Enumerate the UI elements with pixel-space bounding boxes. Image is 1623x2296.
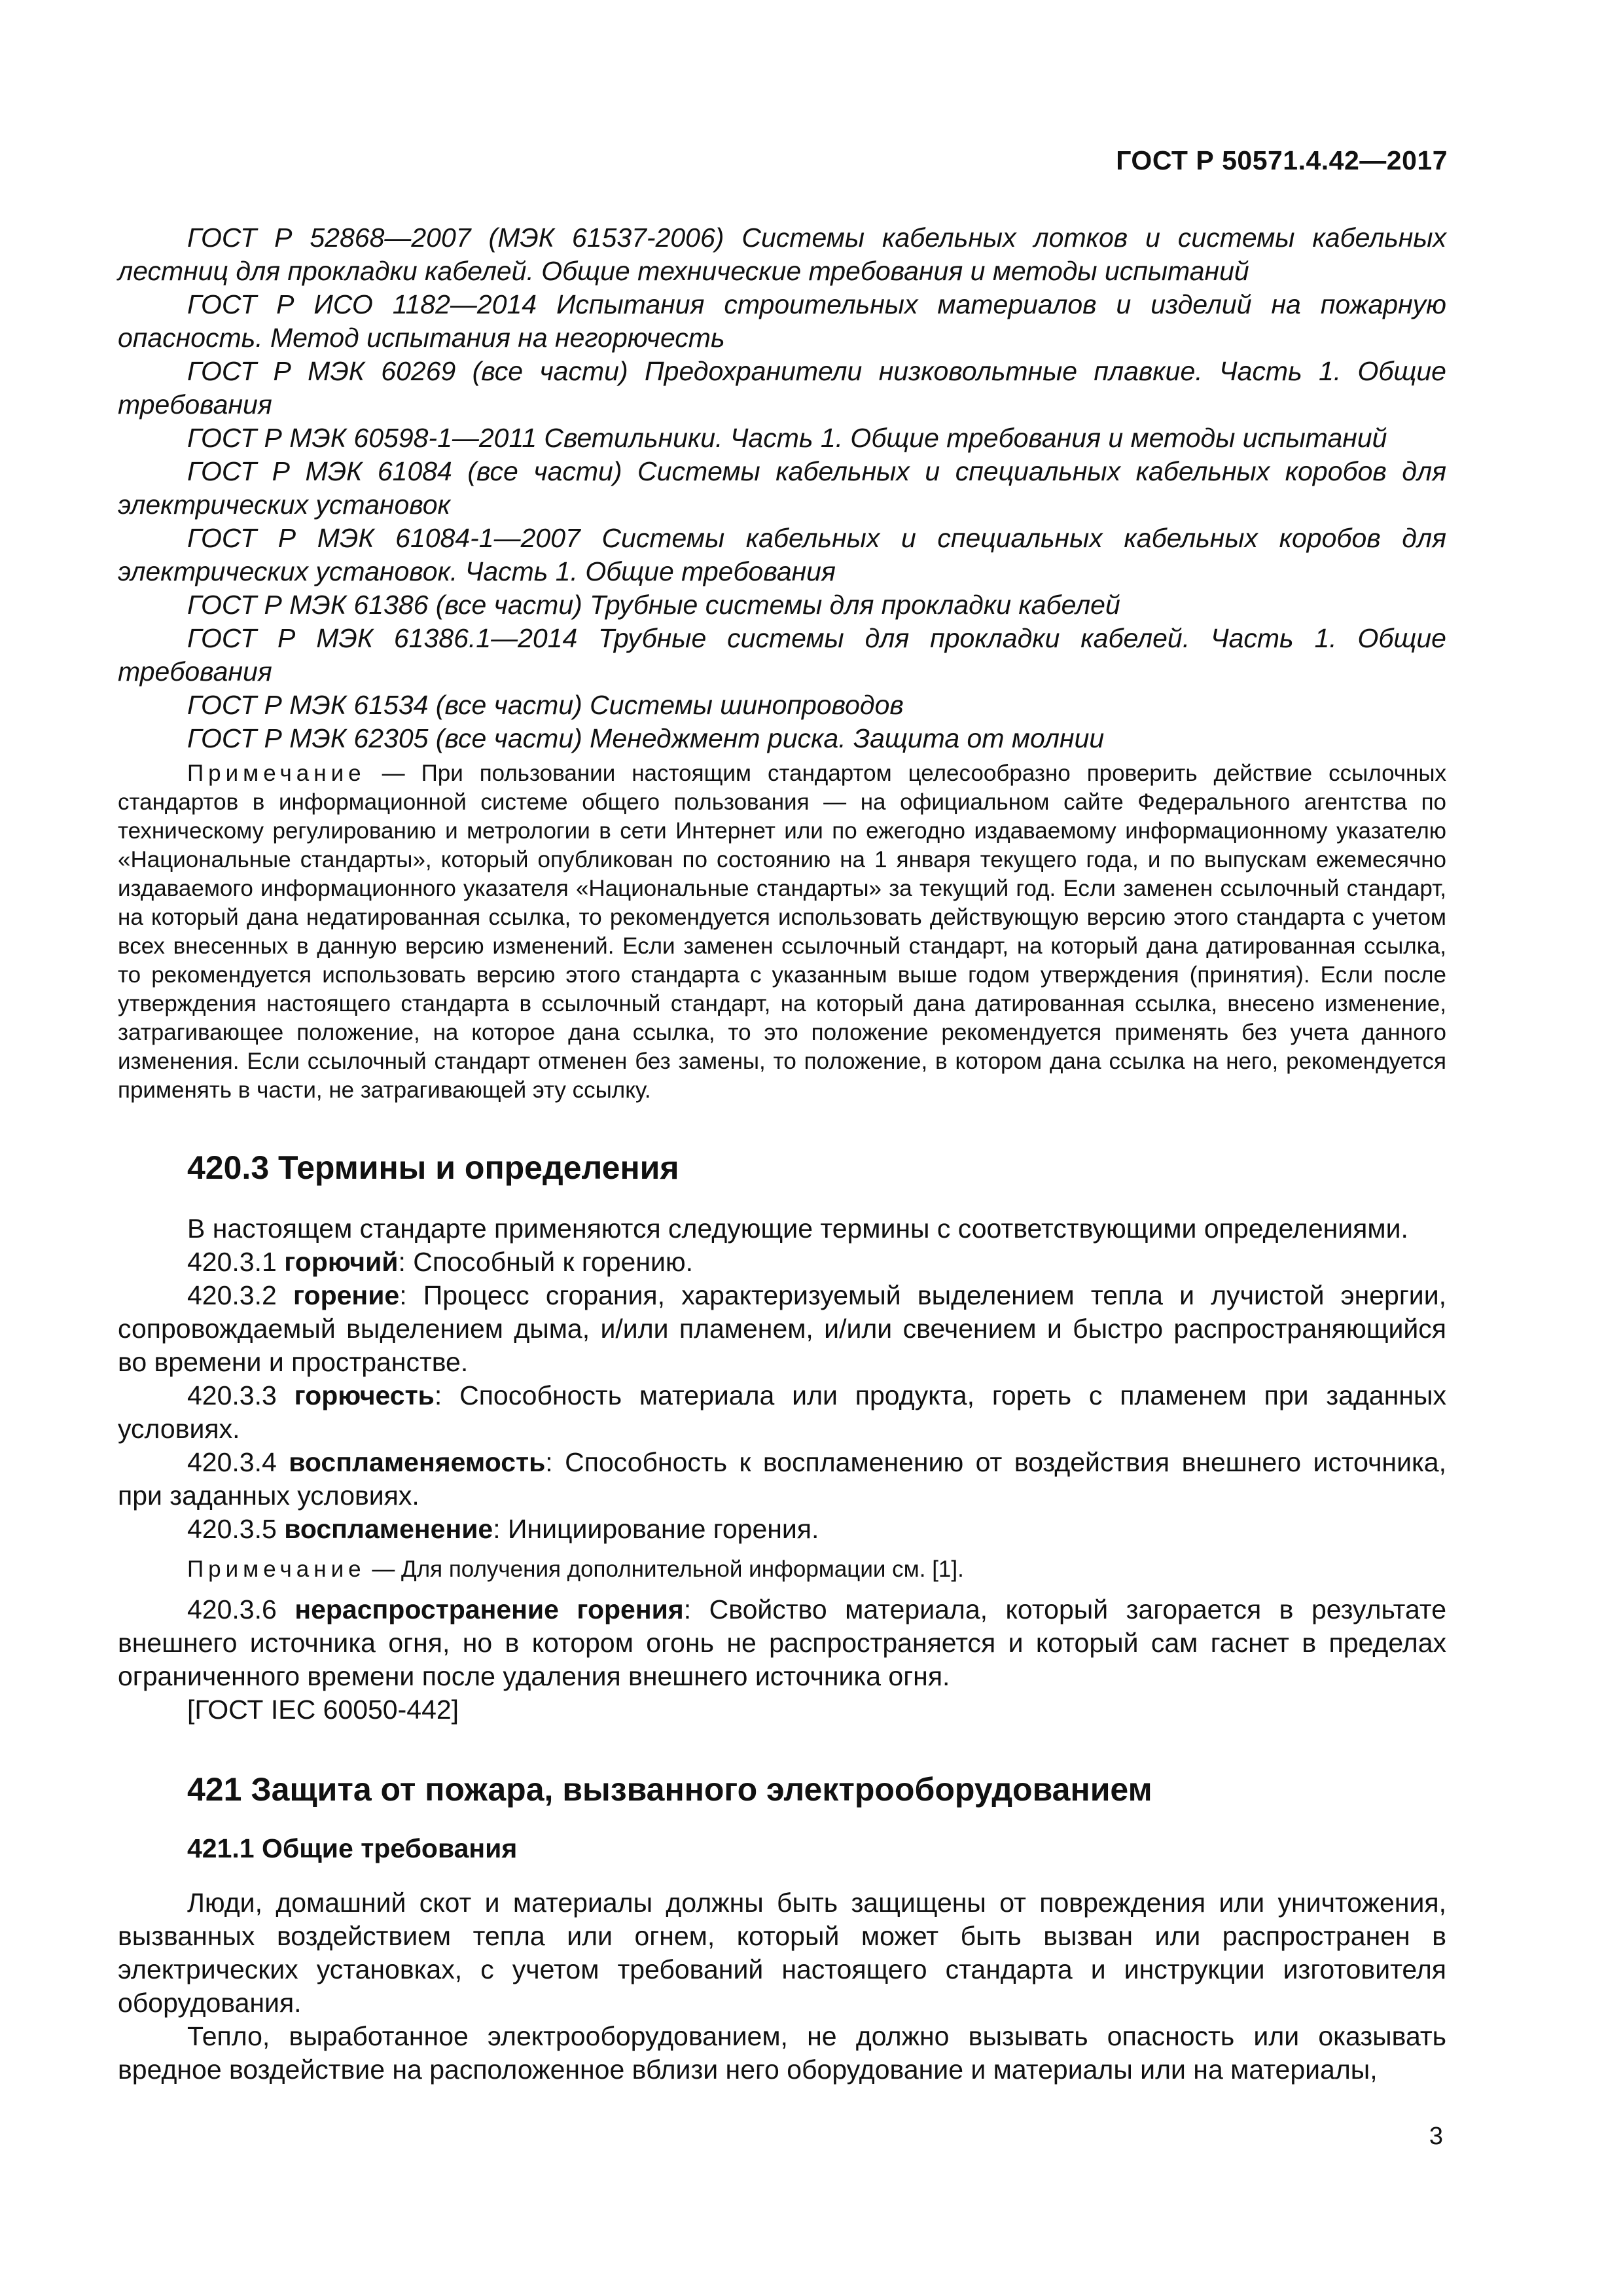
term-note (118, 1555, 1446, 1584)
body-paragraph: Люди, домашний скот и материалы должны быть защищены от повреждения или уничтожения, вызванных воздействием тепла или огнем, который может быть вызван или распространен в электрических установках, с учетом требований настоящего стандарта и инструкции изготовителя оборудования. (118, 1888, 1446, 2018)
reference-item: ГОСТ Р МЭК 60269 (все части) Предохранители низковольтные плавкие. Часть 1. Общие требования (118, 356, 1446, 420)
term-text: : Свойство материала, который загорается в результате внешнего источника огня, но в котором огонь не распространяется и который сам гаснет в пределах ограниченного времени после удаления внешнего источника огня. (118, 1594, 1446, 1691)
term-name: воспламенение (284, 1514, 493, 1544)
term-text: : Инициирование горения. (493, 1514, 819, 1544)
references-note (118, 759, 1446, 1105)
page-number: 3 (1429, 2123, 1443, 2150)
term-number: 420.3.6 (187, 1594, 295, 1624)
reference-item: ГОСТ Р МЭК 61386 (все части) Трубные системы для прокладки кабелей (187, 590, 1120, 620)
page-content (118, 221, 1446, 2087)
term-number: 420.3.4 (187, 1447, 289, 1477)
term-number: 420.3.5 (187, 1514, 285, 1544)
subsection-heading-421-1: 421.1 Общие требования (187, 1833, 518, 1863)
term-name: горение (293, 1280, 400, 1310)
term-number: 420.3.2 (187, 1280, 293, 1310)
term-name: горючесть (294, 1380, 435, 1410)
note-label: Примечание (187, 1556, 366, 1582)
term-definition (118, 1379, 1446, 1446)
reference-item: ГОСТ Р ИСО 1182—2014 Испытания строительных материалов и изделий на пожарную опасность. Метод испытания на негорючесть (118, 289, 1446, 353)
term-source: [ГОСТ IEC 60050-442] (187, 1695, 459, 1725)
term-text: : Способный к горению. (398, 1247, 694, 1277)
normative-references-list (118, 221, 1446, 755)
reference-item: ГОСТ Р МЭК 61386.1—2014 Трубные системы для прокладки кабелей. Часть 1. Общие требования (118, 623, 1446, 687)
term-name: горючий (284, 1247, 399, 1277)
note-text: — Для получения дополнительной информации см. [1]. (365, 1556, 964, 1582)
document-code-header: ГОСТ Р 50571.4.42—2017 (1116, 145, 1448, 175)
body-paragraph: Тепло, выработанное электрооборудованием, не должно вызывать опасность или оказывать вредное воздействие на расположенное вблизи него оборудование и материалы или на материалы, (118, 2021, 1446, 2085)
reference-item: ГОСТ Р МЭК 61534 (все части) Системы шинопроводов (187, 690, 904, 720)
section-heading-420-3: 420.3 Термины и определения (187, 1149, 679, 1186)
note-text: — При пользовании настоящим стандартом целесообразно проверить действие ссылочных стандартов в информационной системе общего пользования — на официальном сайте Федерального агентства по техническому регулированию и метрологии в сети Интернет или по ежегодно издаваемому информационному указателю «Национальные стандарты», который опубликован по состоянию на 1 января текущего года, и по выпускам ежемесячно издаваемого информационного указателя «Национальные стандарты» за текущий год. Если заменен ссылочный стандарт, на который дана недатированная ссылка, то рекомендуется использовать действующую версию этого стандарта с учетом всех внесенных в данную версию изменений. Если заменен ссылочный стандарт, на который дана датированная ссылка, то рекомендуется использовать версию этого стандарта с указанным выше годом утверждения (принятия). Если после утверждения настоящего стандарта в ссылочный стандарт, на который дана датированная ссылка, внесено изменение, затрагивающее положение, на которое дана ссылка, то это положение рекомендуется применять без учета данного изменения. Если ссылочный стандарт отменен без замены, то положение, в котором дана ссылка на него, рекомендуется применять в части, не затрагивающей эту ссылку. (118, 761, 1446, 1103)
term-definition (118, 1513, 1446, 1546)
term-name: нераспространение горения (294, 1594, 684, 1624)
term-number: 420.3.1 (187, 1247, 285, 1277)
reference-item: ГОСТ Р МЭК 60598-1—2011 Светильники. Часть 1. Общие требования и методы испытаний (187, 423, 1387, 453)
reference-item: ГОСТ Р МЭК 61084-1—2007 Системы кабельных и специальных кабельных коробов для электрических установок. Часть 1. Общие требования (118, 523, 1446, 586)
term-name: воспламеняемость (289, 1447, 546, 1477)
term-definition (118, 1246, 1446, 1279)
section-heading-421: 421 Защита от пожара, вызванного электрооборудованием (187, 1771, 1152, 1808)
reference-item: ГОСТ Р МЭК 61084 (все части) Системы кабельных и специальных кабельных коробов для электрических установок (118, 456, 1446, 520)
terms-intro: В настоящем стандарте применяются следующие термины с соответствующими определениями. (187, 1213, 1408, 1244)
term-definition (118, 1279, 1446, 1379)
term-text: : Способность к воспламенению от воздействия внешнего источника, при заданных условиях. (118, 1447, 1447, 1511)
reference-item: ГОСТ Р 52868—2007 (МЭК 61537-2006) Системы кабельных лотков и системы кабельных лестниц для прокладки кабелей. Общие технические требования и методы испытаний (118, 223, 1446, 286)
term-text: : Процесс сгорания, характеризуемый выделением тепла и лучистой энергии, сопровождаемый выделением дыма, и/или пламенем, и/или свечением и быстро распространяющийся во времени и пространстве. (118, 1280, 1446, 1377)
term-number: 420.3.3 (187, 1380, 294, 1410)
note-label: Примечание (187, 761, 366, 786)
term-definition (118, 1593, 1446, 1693)
term-text: : Способность материала или продукта, гореть с пламенем при заданных условиях. (118, 1380, 1446, 1444)
reference-item: ГОСТ Р МЭК 62305 (все части) Менеджмент риска. Защита от молнии (187, 723, 1105, 753)
term-definition (118, 1446, 1446, 1513)
